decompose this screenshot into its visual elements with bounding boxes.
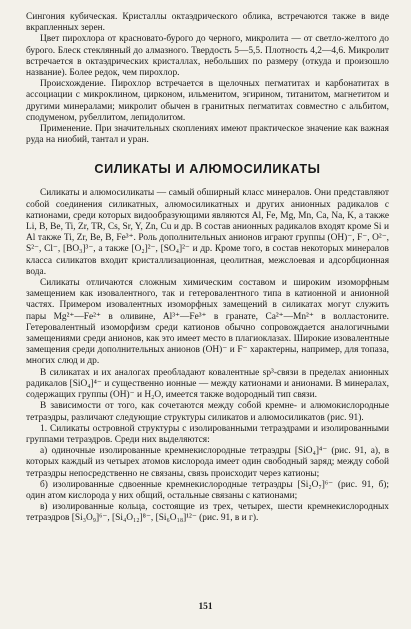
section-title: СИЛИКАТЫ И АЛЮМОСИЛИКАТЫ	[94, 162, 321, 177]
main-text-block	[26, 188, 389, 524]
paragraph: Происхождение. Пирохлор встречается в щелочных пегматитах и карбонатитах в ассоциации с микроклином, цирконом, ильменитом, эгирином, титанитом, магнетитом и другими минералами; микролит обычен в гранитных пегматитах совместно с альбитом, сподуменом, рубеллитом, лепидолитом.	[26, 79, 389, 123]
paragraph: Силикаты отличаются сложным химическим составом и широким изоморфным замещением как изовалентного, так и гетеровалентного типа в катионной и анионной частях. Примером изовалентных изоморфных замещений в силикатах могут служить пары Mg²⁺—Fe²⁺ в оливине, Al³⁺—Fe³⁺ в гранате, Ca²⁺—Mn²⁺ в волластоните. Гетеровалентный изоморфизм среди катионов обычно сопровождается аналогичными замещениями среди анионов, как это имеет место в плагиоклазах. Широкие изовалентные замещения среди дополнительных анионов (OH)⁻ и F⁻ характерны, например, для топаза, многих слюд и др.	[26, 278, 389, 367]
page-number: 151	[198, 602, 213, 612]
paragraph: Применение. При значительных скоплениях имеют практическое значение как важная руда на ниобий, тантал и уран.	[26, 124, 389, 146]
paragraph: в) изолированные кольца, состоящие из трех, четырех, шести кремнекислородных тетраэдров [Si₃O₉]⁶⁻, [Si₄O₁₂]⁸⁻, [Si₆O₁₈]¹²⁻ (рис. 91, в и г).	[26, 502, 389, 524]
paragraph: В силикатах и их аналогах преобладают ковалентные sp³-связи в пределах анионных радикалов [SiO₄]⁴⁻ и существенно ионные — между катионами и анионами. В минералах, содержащих группы (OH)⁻ и H₂O, имеется также водородный тип связи.	[26, 367, 389, 401]
paragraph: В зависимости от того, как сочетаются между собой кремне- и алюмокислородные тетраэдры, различают следующие структуры силикатов и алюмосиликатов (рис. 91).	[26, 401, 389, 423]
paragraph: Силикаты и алюмосиликаты — самый обширный класс минералов. Они представляют собой соединения силикатных, алюмосиликатных и других анионных радикалов с катионами, среди которых видообразующими являются Al, Fe, Mg, Mn, Ca, Na, K, а также Li, B, Be, Ti, Zr, TR, Cs, Sr, Y, Zn, Cu и др. В состав анионных радикалов входят кроме Si и Al также Ti, Zr, Be, B, Fe³⁺. Роль дополнительных анионов играют группы (OH)⁻, F⁻, O²⁻, S²⁻, Cl⁻, [BO₃]³⁻, а также [O₂]²⁻, [SO₄]²⁻ и др. Кроме того, в состав некоторых минералов класса силикатов входит кристаллизационная, цеолитная, межслоевая и адсорбционная вода.	[26, 188, 389, 277]
paragraph: а) одиночные изолированные кремнекислородные тетраэдры [SiO₄]⁴⁻ (рис. 91, а), в которых каждый из четырех атомов кислорода имеет один свободный заряд; между собой тетраэдры непосредственно не связаны, связь происходит через катионы;	[26, 446, 389, 479]
paragraph: Цвет пирохлора от красновато-бурого до черного, микролита — от светло-желтого до бурого. Блеск стеклянный до алмазного. Твердость 5—5,5. Плотность 4,2—4,6. Микролит встречается в октаэдрических кристаллах, небольших по размеру (откуда и произошло название). Более редок, чем пирохлор.	[26, 34, 389, 79]
paragraph: 1. Силикаты островной структуры с изолированными тетраэдрами и изолированными группами тетраэдров. Среди них выделяются:	[26, 423, 389, 445]
paragraph: Сингония кубическая. Кристаллы октаэдрического облика, встречаются также в виде вкрапленных зерен.	[26, 12, 389, 34]
paragraph: б) изолированные сдвоенные кремнекислородные тетраэдры [Si₂O₇]⁶⁻ (рис. 91, б); один атом кислорода у них общий, остальные связаны с катионами;	[26, 479, 389, 501]
top-text-block	[26, 12, 389, 146]
